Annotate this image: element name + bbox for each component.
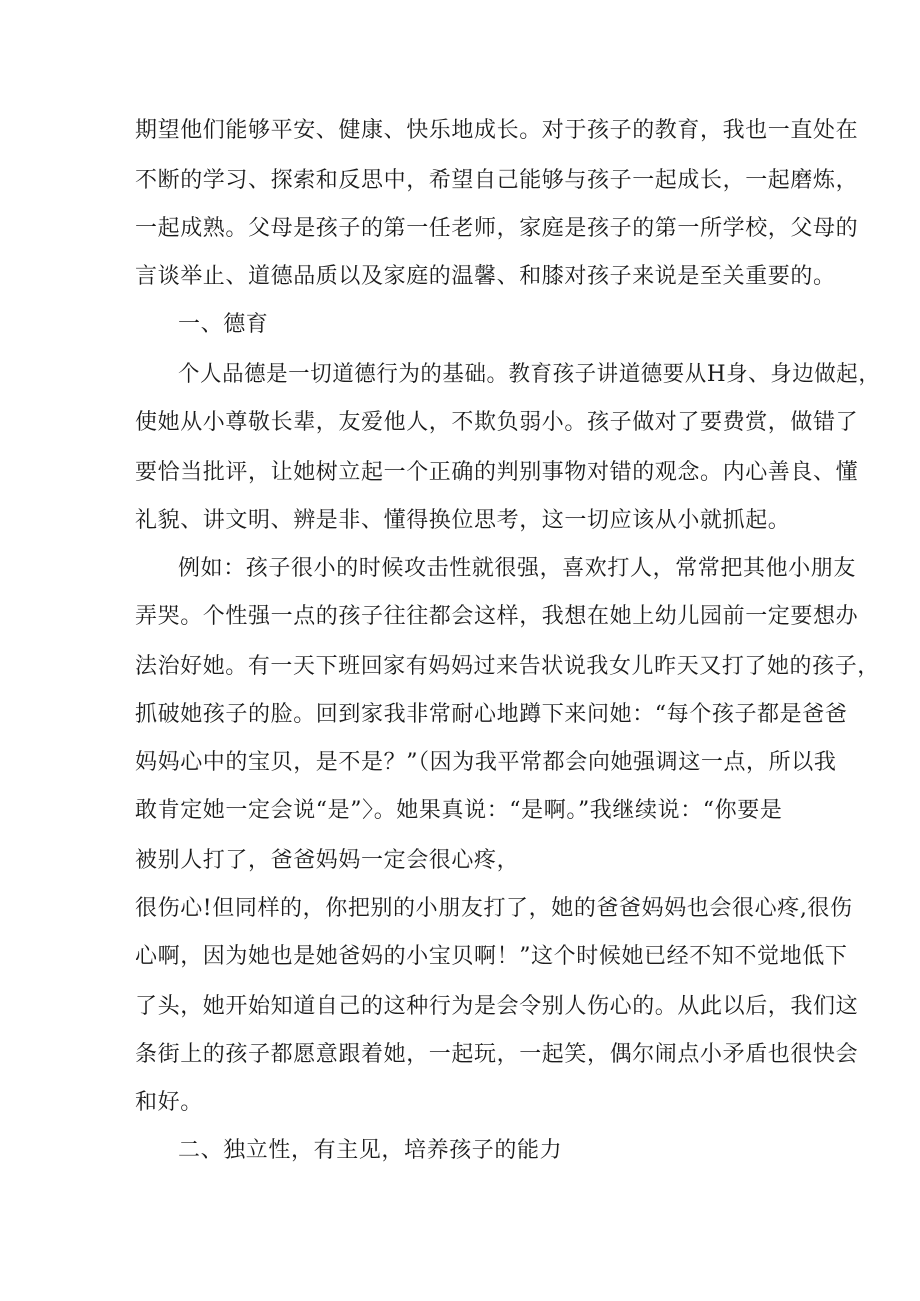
text-line: 敢肯定她一定会说“是”〉。她果真说：“是啊。”我继续说：“你要是 xyxy=(135,798,783,823)
text-line: 和好。 xyxy=(135,1090,203,1115)
text-line: 很伤心!但同样的，你把别的小朋友打了，她的爸爸妈妈也会很心疼,很伤 xyxy=(135,896,853,921)
text-line: 个人品德是一切道德行为的基础。教育孩子讲道德要从H身、身边做起， xyxy=(178,362,881,387)
text-line: 妈妈心中的宝贝，是不是？”（因为我平常都会向她强调这一点，所以我 xyxy=(135,750,837,775)
text-line: 法治好她。有一天下班回家有妈妈过来告状说我女儿昨天又打了她的孩子， xyxy=(135,654,880,679)
text-line: 要恰当批评，让她树立起一个正确的判别事物对错的观念。内心善良、懂 xyxy=(135,460,859,485)
text-line: 抓破她孩子的脸。回到家我非常耐心地蹲下来问她：“每个孩子都是爸爸 xyxy=(135,702,848,727)
text-line: 了头，她开始知道自己的这种行为是会令别人伤心的。从此以后，我们这 xyxy=(135,994,859,1019)
text-line: 被别人打了，爸爸妈妈一定会很心疼， xyxy=(135,848,520,873)
text-line: 条街上的孩子都愿意跟着她，一起玩，一起笑，偶尔闹点小矛盾也很快会 xyxy=(135,1042,859,1067)
text-line: 弄哭。个性强一点的孩子往往都会这样，我想在她上幼儿园前一定要想办 xyxy=(135,604,859,629)
text-line: 不断的学习、探索和反思中，希望自己能够与孩子一起成长，一起磨炼， xyxy=(135,168,859,193)
section-heading: 二、独立性，有主见，培养孩子的能力 xyxy=(178,1138,563,1163)
text-line: 言谈举止、道德品质以及家庭的温馨、和膝对孩子来说是至关重要的。 xyxy=(135,264,836,289)
text-line: 期望他们能够平安、健康、快乐地成长。对于孩子的教育，我也一直处在 xyxy=(135,118,859,143)
text-line: 心啊，因为她也是她爸妈的小宝贝啊！”这个时候她已经不知不觉地低下 xyxy=(135,944,848,969)
text-line: 例如：孩子很小的时候攻击性就很强，喜欢打人，常常把其他小朋友 xyxy=(178,556,857,581)
text-line: 一起成熟。父母是孩子的第一任老师，家庭是孩子的第一所学校，父母的 xyxy=(135,216,859,241)
text-line: 礼貌、讲文明、辨是非、懂得换位思考，这一切应该从小就抓起。 xyxy=(135,508,791,533)
text-line: 使她从小尊敬长辈，友爱他人，不欺负弱小。孩子做对了要费赏，做错了 xyxy=(135,410,859,435)
section-heading: 一、德育 xyxy=(178,312,269,337)
